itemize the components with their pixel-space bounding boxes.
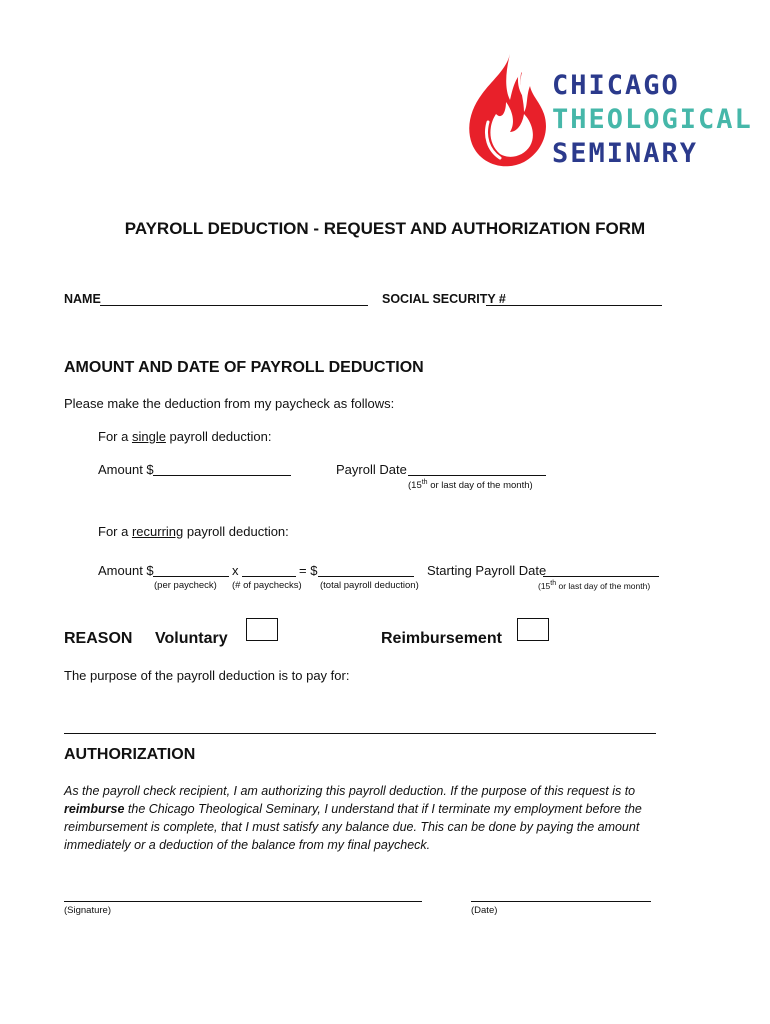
recurring-amount-label: Amount $	[98, 563, 154, 578]
signature-label: (Signature)	[64, 905, 111, 916]
name-field[interactable]	[100, 305, 368, 306]
per-paycheck-hint: (per paycheck)	[154, 580, 217, 591]
ssn-label: SOCIAL SECURITY #	[382, 292, 506, 306]
equals-sign: = $	[299, 563, 318, 578]
paycheck-count-field[interactable]	[242, 576, 296, 577]
recurring-deduction-label: For a recurring payroll deduction:	[98, 524, 289, 539]
single-date-hint: (15th or last day of the month)	[408, 479, 533, 492]
reimbursement-checkbox[interactable]	[517, 618, 549, 641]
total-deduction-field[interactable]	[318, 576, 414, 577]
ssn-field[interactable]	[486, 305, 662, 306]
purpose-label: The purpose of the payroll deduction is to pay for:	[64, 668, 350, 683]
logo-chicago: CHICAGO	[552, 70, 680, 101]
single-amount-field[interactable]	[153, 475, 291, 476]
starting-date-hint: (15th or last day of the month)	[538, 580, 651, 591]
paycheck-count-hint: (# of paychecks)	[232, 580, 302, 591]
single-date-field[interactable]	[408, 475, 546, 476]
flame-icon	[466, 52, 550, 170]
starting-date-field[interactable]	[543, 576, 659, 577]
amount-intro: Please make the deduction from my paycheck as follows:	[64, 396, 395, 411]
authorization-text: As the payroll check recipient, I am authorizing this payroll deduction. If the purpose of this request is to reimburse the Chicago Theological Seminary, I understand that if I terminate my employment before the reimbursement is complete, that I must satisfy any balance due. This can be done by paying the amount immediately or a deduction of the balance from my final paycheck.	[64, 784, 642, 852]
total-deduction-hint: (total payroll deduction)	[320, 580, 419, 591]
per-paycheck-field[interactable]	[153, 576, 229, 577]
voluntary-checkbox[interactable]	[246, 618, 278, 641]
amount-section-heading: AMOUNT AND DATE OF PAYROLL DEDUCTION	[64, 359, 424, 376]
date-label: (Date)	[471, 905, 498, 916]
authorization-heading: AUTHORIZATION	[64, 746, 196, 763]
single-amount-label: Amount $	[98, 462, 154, 477]
voluntary-label: Voluntary	[155, 630, 228, 647]
reimbursement-label: Reimbursement	[381, 630, 502, 647]
single-deduction-label: For a single payroll deduction:	[98, 429, 272, 444]
starting-date-label: Starting Payroll Date	[427, 563, 547, 578]
single-date-label: Payroll Date	[336, 462, 407, 477]
page-title: PAYROLL DEDUCTION - REQUEST AND AUTHORIZATION FORM	[124, 219, 646, 238]
name-label: NAME	[64, 292, 101, 306]
times-sign: x	[232, 563, 239, 578]
date-field[interactable]	[471, 901, 651, 902]
logo-theological: THEOLOGICAL	[552, 104, 753, 135]
reason-label: REASON	[64, 630, 133, 647]
purpose-field[interactable]	[64, 733, 656, 734]
signature-field[interactable]	[64, 901, 422, 902]
logo-seminary: SEMINARY	[552, 138, 699, 169]
